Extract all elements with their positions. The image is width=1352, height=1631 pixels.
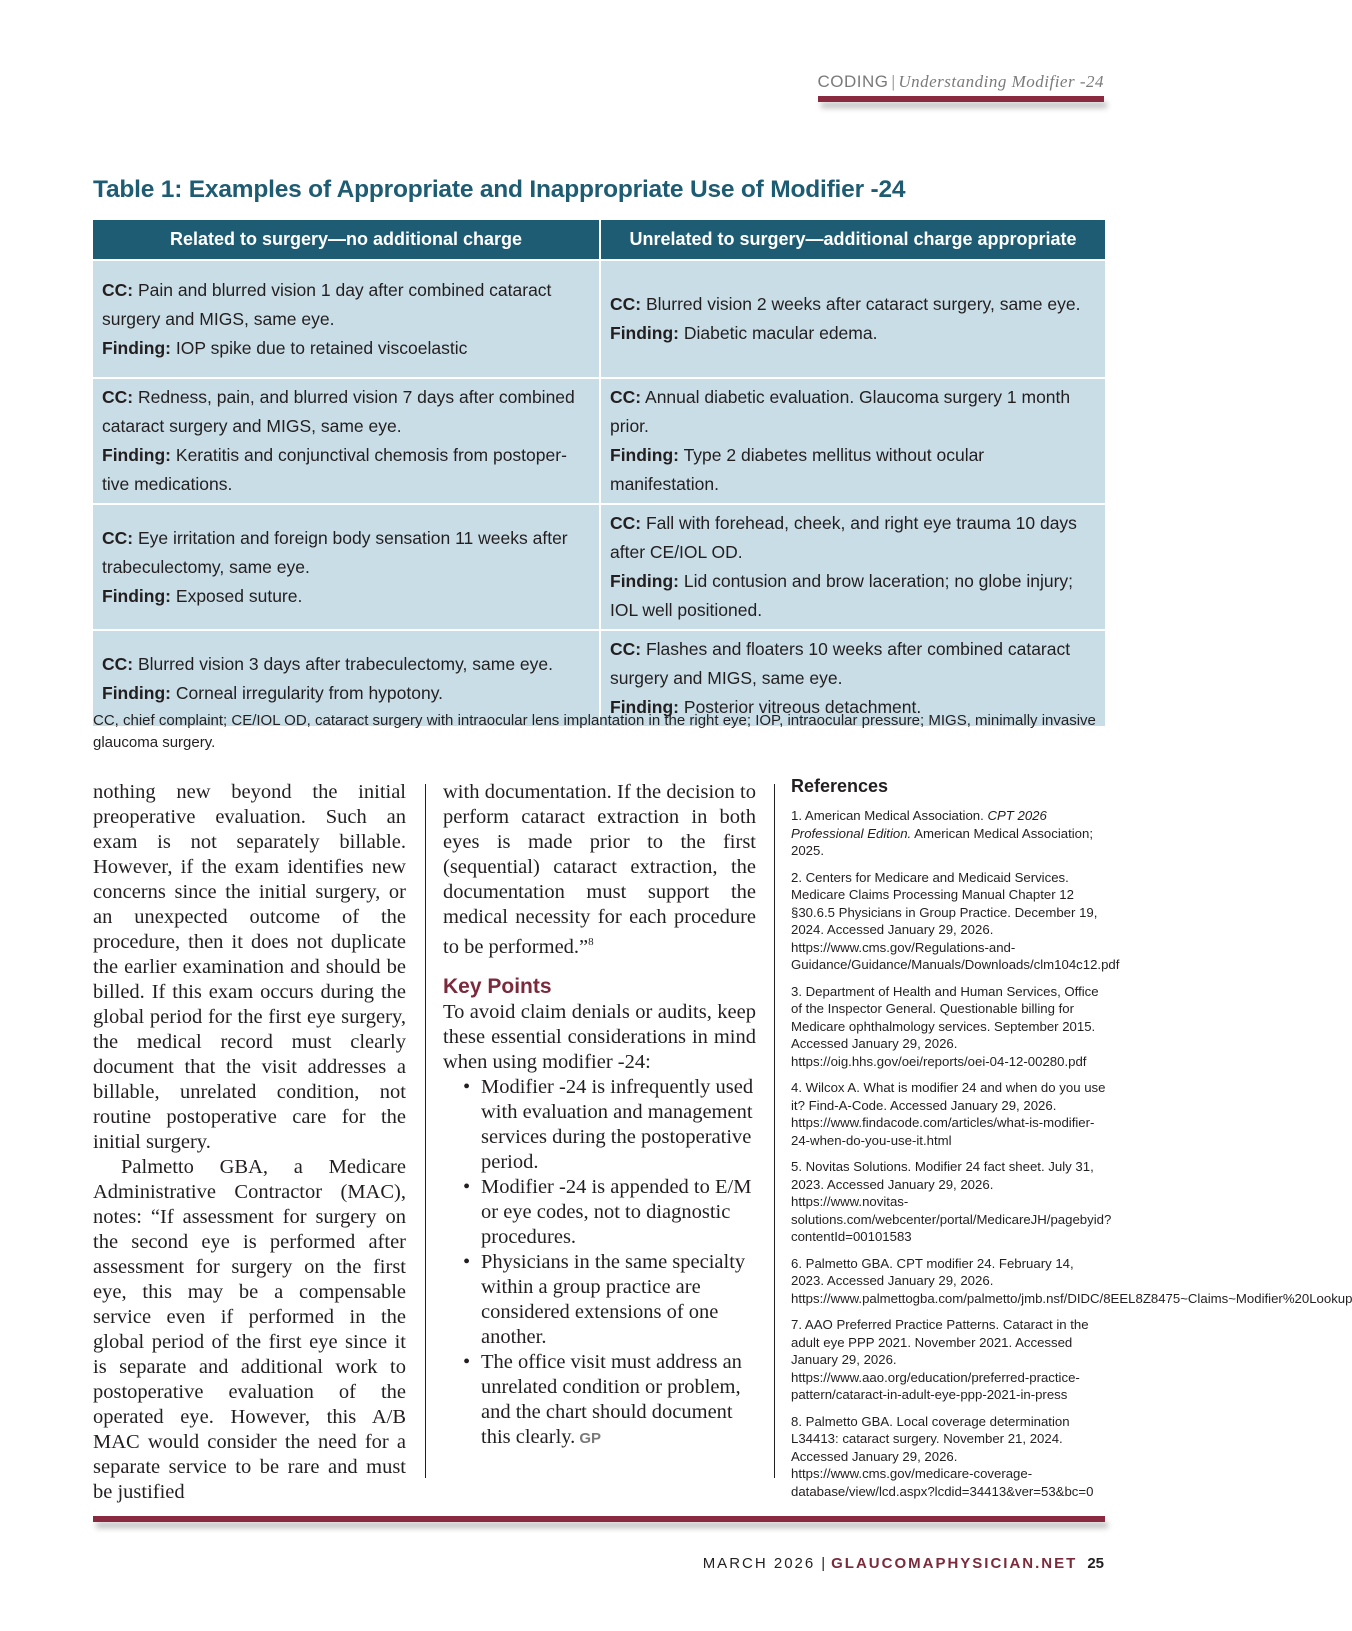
header-unrelated: Unrelated to surgery—additional charge appropriate	[600, 220, 1105, 260]
reference-item: 2. Centers for Medicare and Medicaid Services. Medicare Claims Processing Manual Chapter 12 §30.6.5 Physicians in Group Practice. December 19, 2024. Accessed January 29, 2026. https://www.cms.gov/Regulations-and-Guidance/Guidance/Manuals/Downloads/clm104c12.pdf	[791, 869, 1120, 972]
list-item: • The office visit must address an unrelated condition or problem, and the chart should document this clearly. GP	[443, 1350, 756, 1451]
reference-item: 5. Novitas Solutions. Modifier 24 fact sheet. July 31, 2023. Accessed January 29, 2026. https://www.novitas-solutions.com/webcenter/portal/MedicareJH/pagebyid?contentId=00101583	[791, 1159, 1112, 1244]
running-head	[817, 72, 1104, 92]
site-name: GLAUCOMAPHYSICIAN.NET	[831, 1555, 1078, 1572]
table-cell: CC: Eye irritation and foreign body sensation 11 weeks after trabeculectomy, same eye. Finding: Exposed suture.	[93, 504, 600, 630]
list-item: • Modifier -24 is infrequently used with evaluation and management services during the postoperative period.	[443, 1075, 756, 1175]
table-cell: CC: Annual diabetic evaluation. Glaucoma surgery 1 month prior. Finding: Type 2 diabetes mellitus without ocular manifestation.	[600, 378, 1105, 504]
table-footnote: CC, chief complaint; CE/IOL OD, cataract surgery with intraocular lens implantation in the right eye; IOP, intraocular pressure; MIGS, minimally invasive glaucoma surgery.	[93, 712, 1096, 751]
table-row	[93, 378, 1105, 504]
reference-item: 1. American Medical Association. CPT 2026 Professional Edition. American Medical Association; 2025.	[791, 808, 1094, 858]
reference-item: 8. Palmetto GBA. Local coverage determination L34413: cataract surgery. November 21, 2024. Accessed January 29, 2026. https://www.cms.gov/medicare-coverage-database/view/lcd.aspx?lcdid=34413&ver=53&bc=0	[791, 1413, 1094, 1499]
body-paragraph: Palmetto GBA, a Medicare Administrative Contractor (MAC), notes: “If assessment for surgery on the second eye is performed after assessment for surgery on the first eye, this may be a compensable service even if performed in the global period of the first eye since it is separate and additional work to postoperative evaluation of the operated eye. However, this A/B MAC would consider the need for a separate service to be rare and must be justified	[93, 1156, 406, 1503]
running-head-separator: |	[891, 72, 896, 91]
table-cell: CC: Blurred vision 3 days after trabeculectomy, same eye. Finding: Corneal irregularity from hypotony.	[93, 630, 600, 726]
table-cell: CC: Fall with forehead, cheek, and right eye trauma 10 days after CE/IOL OD. Finding: Lid contusion and brow laceration; no globe injury; IOL well positioned.	[600, 504, 1105, 630]
issue-date: MARCH 2026	[702, 1555, 816, 1572]
table-cell: CC: Pain and blurred vision 1 day after combined cataract surgery and MIGS, same eye. Finding: IOP spike due to retained viscoelastic	[93, 260, 600, 378]
reference-item: 6. Palmetto GBA. CPT modifier 24. February 14, 2023. Accessed January 29, 2026. https://www.palmettogba.com/palmetto/jmb.nsf/DIDC/8EEL8Z8475~Claims~Modifier%20Lookup	[791, 1255, 1352, 1306]
column-divider	[774, 784, 775, 1478]
table-row	[93, 504, 1105, 630]
header-rule	[818, 96, 1104, 102]
table-title: Table 1: Examples of Appropriate and Inappropriate Use of Modifier -24	[93, 176, 906, 203]
references-section	[791, 776, 1352, 1509]
table-header-row	[93, 220, 1105, 260]
modifier-examples-table	[93, 220, 1105, 726]
table-cell: CC: Redness, pain, and blurred vision 7 days after combined cataract surgery and MIGS, same eye. Finding: Keratitis and conjunctival chemosis from postoper-tive medications.	[93, 378, 600, 504]
key-points-heading: Key Points	[443, 974, 552, 998]
footer-separator: |	[821, 1555, 826, 1572]
list-item: • Modifier -24 is appended to E/M or eye codes, not to diagnostic procedures.	[443, 1175, 756, 1250]
table-cell: CC: Flashes and floaters 10 weeks after combined cataract surgery and MIGS, same eye. Finding: Posterior vitreous detachment.	[600, 630, 1105, 726]
key-points-list	[443, 1075, 756, 1451]
table-row	[93, 260, 1105, 378]
table-cell: CC: Blurred vision 2 weeks after cataract surgery, same eye. Finding: Diabetic macular edema.	[600, 260, 1105, 378]
footer-rule	[93, 1516, 1105, 1522]
reference-marker: 8	[588, 936, 594, 948]
header-related: Related to surgery—no additional charge	[93, 220, 600, 260]
body-column-2	[443, 780, 756, 1451]
reference-item: 4. Wilcox A. What is modifier 24 and when do you use it? Find-A-Code. Accessed January 29, 2026. https://www.findacode.com/articles/what-is-modifier-24-when-do-you-use-it.html	[791, 1080, 1106, 1148]
list-item: • Physicians in the same specialty within a group practice are considered extensions of one another.	[443, 1250, 756, 1350]
reference-item: 7. AAO Preferred Practice Patterns. Cataract in the adult eye PPP 2021. November 2021. Accessed January 29, 2026. https://www.aao.org/education/preferred-practice-pattern/cataract-in-adult-eye-ppp-2021-in-press	[791, 1317, 1089, 1402]
key-points-intro: To avoid claim denials or audits, keep these essential considerations in mind when using modifier -24:	[443, 1000, 756, 1073]
article-topic: Understanding Modifier -24	[898, 72, 1104, 91]
reference-item: 3. Department of Health and Human Services, Office of the Inspector General. Questionable billing for Medicare ophthalmology services. September 2015. Accessed January 29, 2026. https://oig.hhs.gov/oei/reports/oei-04-12-00280.pdf	[791, 983, 1099, 1069]
body-paragraph: nothing new beyond the initial preoperative evaluation. Such an exam is not separately billable. However, if the exam identifies new concerns since the initial surgery, or an unexpected outcome of the procedure, then it does not duplicate the earlier examination and should be billed. If this exam occurs during the global period for the first eye surgery, the medical record must clearly document that the visit addresses a billable, unrelated condition, not routine postoperative care for the initial surgery.	[93, 781, 406, 1153]
references-heading: References	[791, 776, 889, 796]
page-footer	[703, 1555, 1104, 1572]
section-label: CODING	[817, 72, 889, 91]
page-number: 25	[1087, 1555, 1104, 1572]
column-divider	[425, 784, 426, 1478]
body-column-1	[93, 780, 406, 1505]
body-paragraph: with documentation. If the decision to perform cataract extraction in both eyes is made prior to the first (sequential) cataract extraction, the documentation must support the medical necessity for each procedure to be performed.”$^8$	[443, 781, 756, 958]
end-mark: GP	[579, 1429, 601, 1447]
